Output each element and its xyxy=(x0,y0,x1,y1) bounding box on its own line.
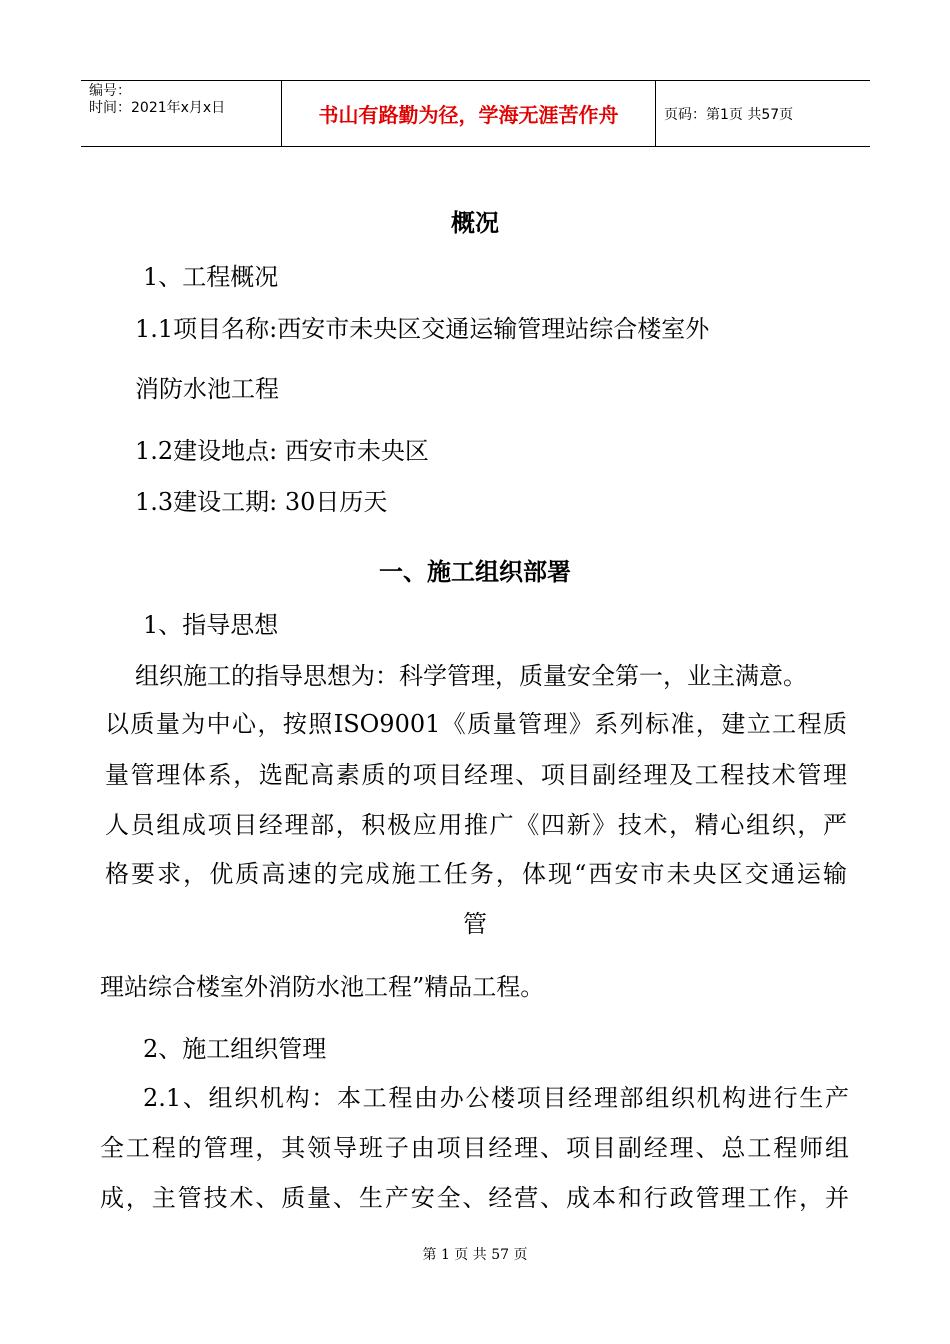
section-title-overview: 概况 xyxy=(451,208,499,237)
heading-guiding-ideology: 1、指导思想 xyxy=(143,611,279,639)
heading-project-overview: 1、工程概况 xyxy=(143,263,279,291)
header-number: 编号： xyxy=(89,83,131,99)
paragraph-line: 2.1、组织机构：本工程由办公楼项目经理部组织机构进行生产 xyxy=(143,1084,849,1112)
paragraph-line: 以质量为中心，按照ISO9001《质量管理》系列标准，建立工程质 xyxy=(105,710,847,738)
section-title-deployment: 一、施工组织部署 xyxy=(379,557,571,586)
header-page-info: 页码：第1页 共57页 xyxy=(664,106,794,123)
heading-construction-management: 2、施工组织管理 xyxy=(143,1035,327,1063)
page-footer: 第 1 页 共 57 页 xyxy=(422,1247,528,1263)
header-left-cell xyxy=(81,81,282,146)
paragraph-line: 人员组成项目经理部，积极应用推广《四新》技术，精心组织，严 xyxy=(105,811,847,839)
paragraph-line: 成，主管技术、质量、生产安全、经营、成本和行政管理工作，并 xyxy=(100,1184,849,1212)
header-motto: 书山有路勤为径，学海无涯苦作舟 xyxy=(282,81,656,146)
paragraph-line: 组织施工的指导思想为：科学管理，质量安全第一，业主满意。 xyxy=(135,662,807,690)
page-header xyxy=(81,80,870,147)
paragraph-line: 量管理体系，选配高素质的项目经理、项目副经理及工程技术管理 xyxy=(105,761,847,789)
header-date: 时间：2021年x月x日 xyxy=(89,100,226,116)
paragraph-line: 管 xyxy=(463,910,487,938)
project-location: 1.2建设地点: 西安市未央区 xyxy=(135,437,429,465)
paragraph-line: 格要求，优质高速的完成施工任务，体现“西安市未央区交通运输 xyxy=(105,860,847,888)
project-duration: 1.3建设工期: 30日历天 xyxy=(135,488,388,516)
project-name-line2: 消防水池工程 xyxy=(135,375,279,403)
paragraph-line: 全工程的管理，其领导班子由项目经理、项目副经理、总工程师组 xyxy=(100,1134,849,1162)
paragraph-line: 理站综合楼室外消防水池工程”精品工程。 xyxy=(100,973,545,1001)
project-name-line1: 1.1项目名称:西安市未央区交通运输管理站综合楼室外 xyxy=(135,315,710,343)
